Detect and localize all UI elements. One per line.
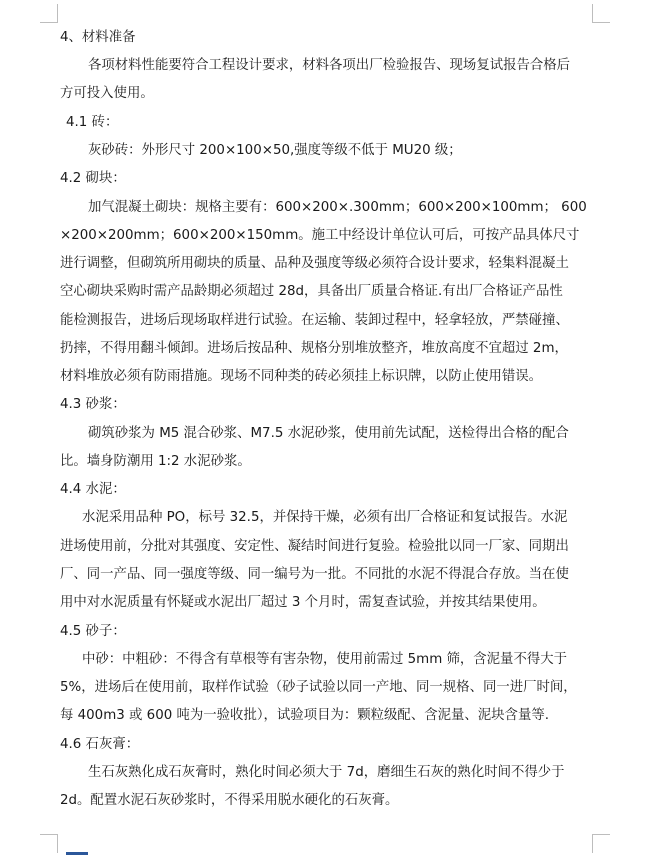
paragraph-line: 中砂：中粗砂：不得含有草根等有害杂物，使用前需过 5mm 筛，含泥量不得大于 [82, 652, 568, 667]
margin-corner-mark [40, 834, 58, 853]
paragraph-line: 进场使用前，分批对其强度、安定性、凝结时间进行复验。检验批以同一厂家、同期出 [60, 539, 569, 554]
paragraph-line: 水泥采用品种 PO，标号 32.5，并保持干燥，必须有出厂合格证和复试报告。水泥 [82, 510, 568, 525]
paragraph-line: 4.1 砖： [66, 115, 119, 130]
paragraph-line: 4.5 砂子： [60, 624, 126, 639]
paragraph-line: 灰砂砖：外形尺寸 200×100×50,强度等级不低于 MU20 级； [88, 143, 462, 158]
paragraph-line: 能检测报告，进场后现场取样进行试验。在运输、装卸过程中，轻拿轻放，严禁碰撞、 [60, 313, 569, 328]
paragraph-line: 各项材料性能要符合工程设计要求，材料各项出厂检验报告、现场复试报告合格后 [88, 58, 571, 73]
paragraph-line: 生石灰熟化成石灰膏时，熟化时间必须大于 7d，磨细生石灰的熟化时间不得少于 [88, 765, 565, 780]
paragraph-line: 比。墙身防潮用 1:2 水泥砂浆。 [60, 454, 251, 469]
paragraph-line: 4.3 砂浆： [60, 397, 126, 412]
paragraph-line: 5%，进场后在使用前，取样作试验（砂子试验以同一产地、同一规格、同一进厂时间， [60, 680, 577, 695]
margin-corner-mark [592, 834, 610, 853]
paragraph-line: 砌筑砂浆为 M5 混合砂浆、M7.5 水泥砂浆，使用前先试配，送检得出合格的配合 [88, 426, 569, 441]
paragraph-line: 4、材料准备 [60, 30, 136, 45]
paragraph-line: 扔摔，不得用翻斗倾卸。进场后按品种、规格分别堆放整齐，堆放高度不宜超过 2m， [60, 341, 568, 356]
paragraph-line: 4.2 砌块： [60, 171, 126, 186]
paragraph-line: 2d。配置水泥石灰砂浆时，不得采用脱水硬化的石灰膏。 [60, 793, 399, 808]
paragraph-line: 加气混凝土砌块：规格主要有：600×200×.300mm；600×200×100mm； 600 [88, 200, 587, 215]
margin-corner-mark [592, 4, 610, 23]
paragraph-line: 4.4 水泥： [60, 482, 126, 497]
paragraph-line: 用中对水泥质量有怀疑或水泥出厂超过 3 个月时，需复查试验，并按其结果使用。 [60, 595, 546, 610]
paragraph-line: 进行调整，但砌筑所用砌块的质量、品种及强度等级必须符合设计要求，轻集料混凝土 [60, 256, 569, 271]
paragraph-line: 4.6 石灰膏： [60, 737, 140, 752]
paragraph-line: 材料堆放必须有防雨措施。现场不同种类的砖必须挂上标识牌，以防止使用错误。 [60, 369, 543, 384]
paragraph-line: 厂、同一产品、同一强度等级、同一编号为一批。不同批的水泥不得混合存放。当在使 [60, 567, 569, 582]
paragraph-line: 每 400m3 或 600 吨为一验收批），试验项目为：颗粒级配、含泥量、泥块含量等. [60, 708, 549, 723]
paragraph-line: ×200×200mm；600×200×150mm。施工中经设计单位认可后，可按产品具体尺寸 [60, 228, 580, 243]
paragraph-line: 方可投入使用。 [60, 86, 154, 101]
text-cursor-indicator [66, 852, 88, 855]
margin-corner-mark [40, 4, 58, 23]
paragraph-line: 空心砌块采购时需产品龄期必须超过 28d，具备出厂质量合格证.有出厂合格证产品性 [60, 284, 563, 299]
